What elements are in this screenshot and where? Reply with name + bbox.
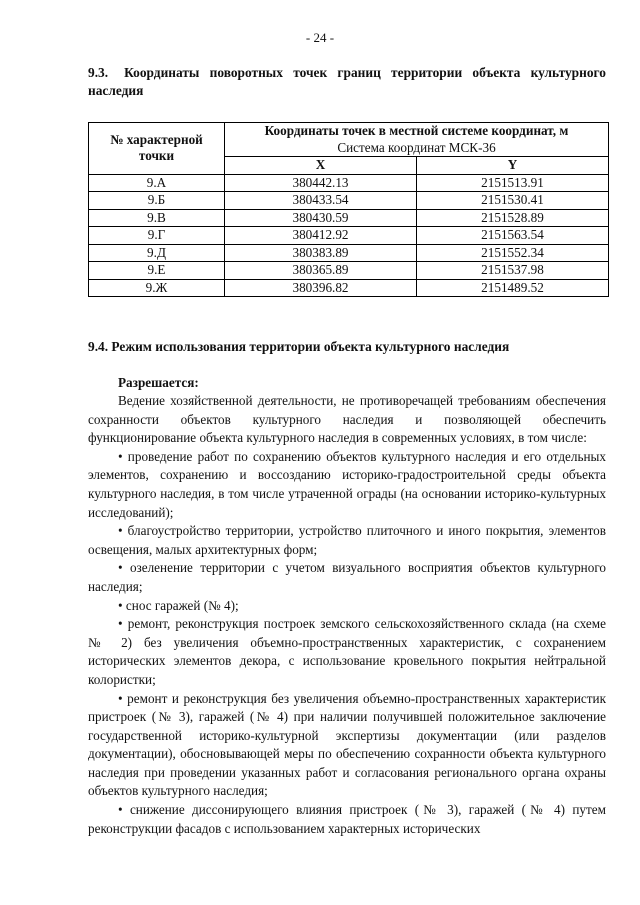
table-row [89,279,609,297]
x-cell: 380365.89 [225,262,417,280]
intro-paragraph: Ведение хозяйственной деятельности, не противоречащей требованиям обеспечения сохранности объектов культурного наследия и позволяющей обеспечить функционирование объекта культурного наследия в современных условиях, в том числе: [88,393,606,446]
table-row [89,209,609,227]
section-heading-9-4: 9.4. Режим использования территории объекта культурного наследия [88,339,510,354]
list-item: • благоустройство территории, устройство плиточного и иного покрытия, элементов освещения, малых архитектурных форм; [88,523,606,557]
point-cell: 9.Б [89,192,225,210]
x-cell: 380433.54 [225,192,417,210]
x-cell: 380412.92 [225,227,417,245]
x-column-header: X [225,157,417,175]
y-cell: 2151513.91 [417,174,609,192]
point-cell: 9.Ж [89,279,225,297]
point-cell: 9.А [89,174,225,192]
list-item: • снос гаражей (№ 4); [118,597,239,613]
coordinates-header: Координаты точек в местной системе координат, м [225,123,609,140]
table-row [89,262,609,280]
list-item: • ремонт, реконструкция построек земского сельскохозяйственного склада (на схеме № 2) без увеличения объемно-пространственных характеристик, с сохранением исторических элементов декора, с использование кровельного покрытия нейтральной колористки; [88,616,606,687]
point-number-header: № характерной точки [89,123,225,175]
point-cell: 9.Д [89,244,225,262]
y-cell: 2151537.98 [417,262,609,280]
list-item: • озеленение территории с учетом визуального восприятия объектов культурного наследия; [88,560,606,594]
coordinates-table [88,122,609,297]
table-row [89,174,609,192]
x-cell: 380396.82 [225,279,417,297]
x-cell: 380442.13 [225,174,417,192]
list-item: • ремонт и реконструкция без увеличения объемно-пространственных характеристик пристроек (№ 3), гаражей (№ 4) при наличии получившей положительное заключение государственной историко-культурной экспертизы документации (или разделов документации), обосновывающей меры по обеспечению сохранности объекта культурного наследия при проведении указанных работ и согласования регионального органа охраны объектов культурного наследия; [88,690,606,799]
x-cell: 380430.59 [225,209,417,227]
table-row [89,192,609,210]
list-item: • проведение работ по сохранению объектов культурного наследия и его отдельных элементов, сохранению и воссозданию историко-градостроительной среды объекта культурного наследия, в том числе утраченной ограды (на основании историко-культурных исследований); [88,448,606,520]
y-cell: 2151552.34 [417,244,609,262]
section-title: Координаты поворотных точек границ территории объекта культурного наследия [88,65,606,98]
table-row [89,244,609,262]
list-item: • снижение диссонирующего влияния пристроек (№ 3), гаражей (№ 4) путем реконструкции фасадов с использованием характерных исторических [88,802,606,836]
section-heading-9-3 [88,64,606,100]
y-cell: 2151530.41 [417,192,609,210]
table-row [89,227,609,245]
coordinate-system-header: Система координат МСК-36 [225,140,609,157]
y-cell: 2151528.89 [417,209,609,227]
point-cell: 9.Е [89,262,225,280]
x-cell: 380383.89 [225,244,417,262]
point-cell: 9.В [89,209,225,227]
y-cell: 2151563.54 [417,227,609,245]
y-column-header: Y [417,157,609,175]
allowed-label: Разрешается: [118,375,199,390]
y-cell: 2151489.52 [417,279,609,297]
page-number: - 24 - [305,30,335,45]
point-cell: 9.Г [89,227,225,245]
section-number: 9.3. [88,65,109,80]
